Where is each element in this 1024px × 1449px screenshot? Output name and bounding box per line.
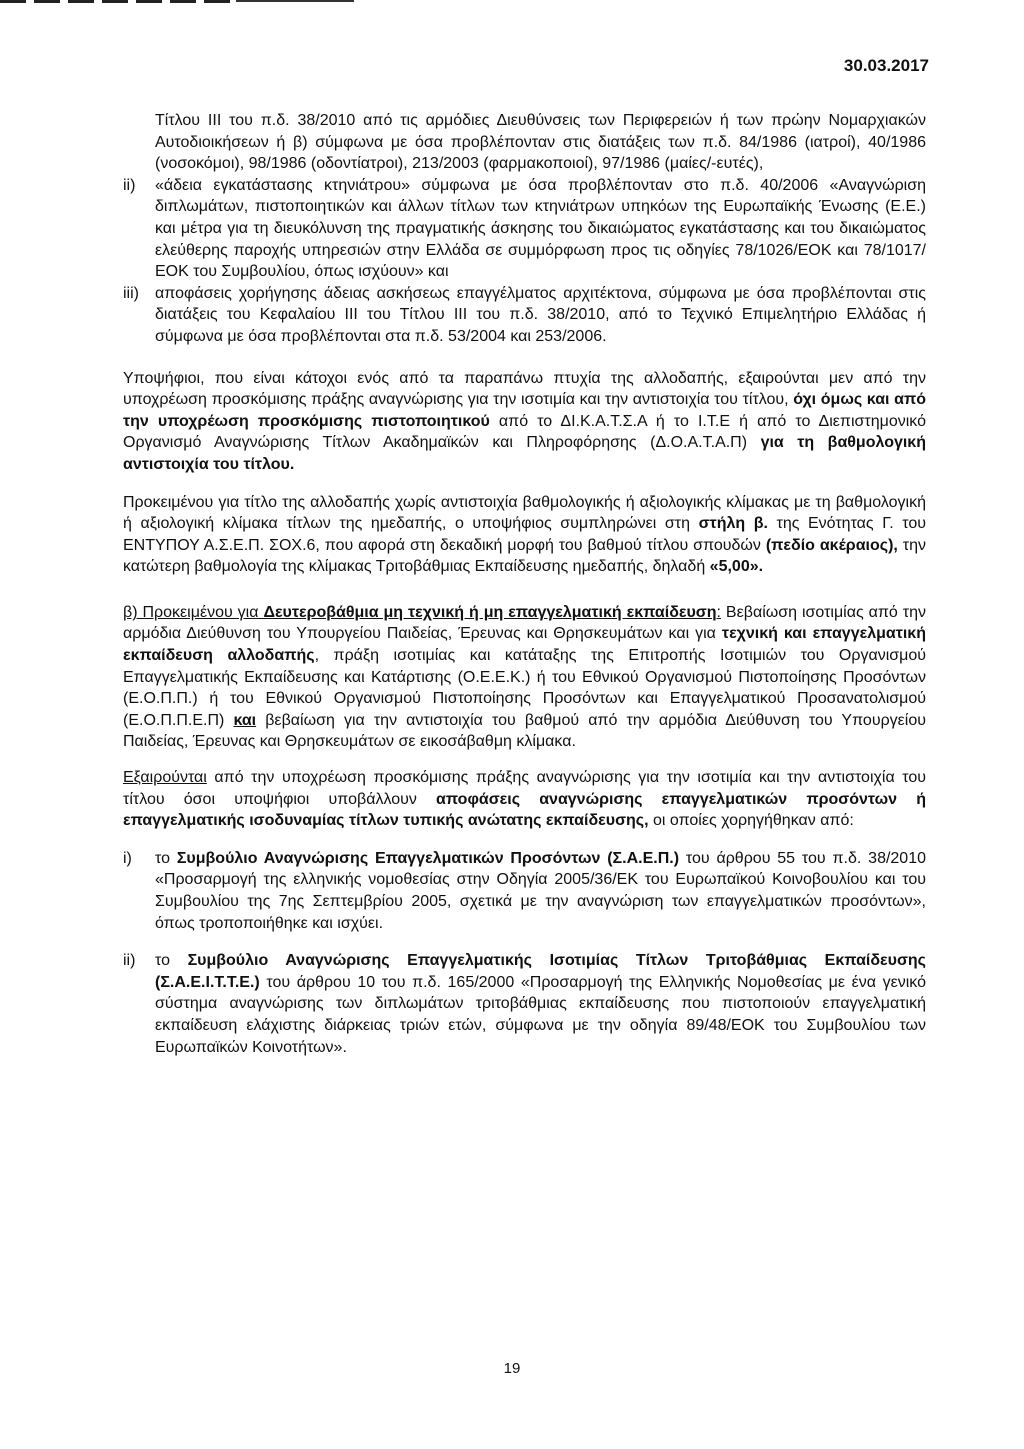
text-run: το — [155, 849, 177, 867]
underlined-run: β) Προκειμένου για — [123, 603, 264, 621]
paragraph-exempted — [123, 767, 926, 832]
text-run: βεβαίωση για την αντιστοιχία του βαθμού από την αρμόδια Διεύθυνση του Υπουργείου Παιδείας, Έρευνας και Θρησκευμάτων σε εικοσάβαθμη κλίμακα. — [123, 711, 927, 751]
list-number: iii) — [123, 284, 139, 302]
paragraph-continuation — [123, 110, 926, 175]
paragraph-foreign-title-scale — [123, 492, 926, 578]
bold-run: στήλη β. — [698, 515, 768, 533]
bold-run: (πεδίο ακέραιος), — [765, 536, 898, 554]
text-run: του άρθρου 10 του π.δ. 165/2000 «Προσαρμογή της Ελληνικής Νομοθεσίας με ένα γενικό σύστημα αναγνώρισης των διπλωμάτων τριτοβάθμιας εκπαίδευσης που πιστοποιούν επαγγελματική εκπαίδευση ελάχιστης διάρκειας τριών ετών, σύμφωνα με την οδηγία 89/48/ΕΟΚ του Συμβουλίου των Ευρωπαϊκών Κοινοτήτων». — [155, 973, 926, 1056]
scan-artifact-top-2 — [236, 0, 354, 2]
list-text: αποφάσεις χορήγησης άδειας ασκήσεως επαγγέλματος αρχιτέκτονα, σύμφωνα με όσα προβλέπονται στις διατάξεις του Κεφαλαίου III του Τίτλου III του π.δ. 38/2010, από το Τεχνικό Επιμελητήριο Ελλάδας ή σύμφωνα με όσα προβλέπονται στα π.δ. 53/2004 και 253/2006. — [155, 284, 926, 345]
list-item-text — [155, 283, 926, 348]
list-text: «άδεια εγκατάστασης κτηνιάτρου» σύμφωνα με όσα προβλέπονταν στο π.δ. 40/2006 «Αναγνώριση διπλωμάτων, πιστοποιητικών και άλλων τίτλων των κτηνιάτρων υπηκόων της Ευρωπαϊκής Ένωσης (Ε.Ε.) και μέτρα για τη διευκόλυνση της πραγματικής άσκησης του δικαιώματος εγκατάστασης και του δικαιώματος ελεύθερης παροχής υπηρεσιών στην Ελλάδα σε συμμόρφωση προς τις οδηγίες 78/1026/ΕΟΚ και 78/1017/ΕΟΚ του Συμβουλίου, όπως ισχύουν» και — [155, 176, 926, 281]
bold-run: τεχνική και επαγγελματική εκπαίδευση αλλοδαπής — [123, 625, 926, 665]
text-run: , πράξη ισοτιμίας και κατάταξης της Επιτροπής Ισοτιμιών του Οργανισμού Επαγγελματικής Εκπαίδευσης και Κατάρτισης (Ο.Ε.Ε.Κ.) ή του Εθνικού Οργανισμού Πιστοποίησης Προσόντων (Ε.Ο.Π.Π.) ή του Εθνικού Οργανισμού Πιστοποίησης Προσόντων και Επαγγελματικού Προσανατολισμού (Ε.Ο.Π.Π.Ε.Π) — [123, 647, 926, 729]
bold-run: «5,00». — [709, 558, 764, 576]
text-run: την κατώτερη βαθμολογία της κλίμακας Τριτοβάθμιας Εκπαίδευσης ημεδαπής, δηλαδή — [123, 536, 927, 576]
list-item-ii — [123, 175, 926, 283]
underlined-run: : — [716, 603, 721, 621]
underlined-run: Εξαιρούνται — [123, 769, 207, 787]
text-run: από την υποχρέωση προσκόμισης πράξης αναγνώρισης για την ισοτιμία και την αντιστοιχία του τίτλου όσοι υποψήφιοι υποβάλλουν — [123, 769, 926, 808]
list-item-text — [155, 848, 926, 934]
document-body — [123, 110, 926, 1058]
list-item-iii — [123, 283, 926, 348]
bold-run: Συμβούλιο Αναγνώρισης Επαγγελματικής Ισοτιμίας Τίτλων Τριτοβάθμιας Εκπαίδευσης (Σ.Α.Ε.Ι.Τ.Τ.Ε.) — [155, 952, 926, 991]
text-run: το — [155, 952, 188, 970]
text-run: οι οποίες χορηγήθηκαν από: — [648, 812, 854, 830]
text-run: Βεβαίωση ισοτιμίας από την αρμόδια Διεύθυνση του Υπουργείου Παιδείας, Έρευνας και Θρησκευμάτων και για — [123, 603, 926, 643]
scan-artifact-top — [0, 0, 230, 3]
text-run: της Ενότητας Γ. του ΕΝΤΥΠΟΥ Α.Σ.Ε.Π. ΣΟΧ.6, που αφορά στη δεκαδική μορφή του βαθμού τίτλου σπουδών — [123, 515, 927, 554]
paragraph-secondary-education — [123, 602, 926, 753]
list-number: ii) — [123, 176, 136, 194]
bold-run: αποφάσεις αναγνώρισης επαγγελματικών προσόντων ή επαγγελματικής ισοδυναμίας τίτλων τυπικής ανώτατης εκπαίδευσης, — [123, 790, 926, 830]
text-run: Υποψήφιοι, που είναι κάτοχοι ενός από τα παραπάνω πτυχία της αλλοδαπής, εξαιρούνται μεν από την υποχρέωση προσκόμισης πράξης αναγνώρισης για την ισοτιμία και την αντιστοιχία του τίτλου, — [123, 369, 926, 409]
page-number: 19 — [503, 1360, 521, 1377]
list-item-text — [155, 175, 926, 283]
text-run: Προκειμένου για τίτλο της αλλοδαπής χωρίς αντιστοιχία βαθμολογικής ή αξιολογικής κλίμακας με τη βαθμολογική ή αξιολογική κλίμακα τίτλων της ημεδαπής, ο υποψήφιος συμπληρώνει στη — [123, 493, 926, 533]
bold-run: για τη βαθμολογική αντιστοιχία του τίτλου. — [123, 434, 927, 473]
list-item-i — [123, 848, 926, 934]
bold-run: όχι όμως και από την υποχρέωση προσκόμισης πιστοποιητικού — [123, 391, 926, 430]
list-number: i) — [123, 849, 132, 867]
paragraph-text: Τίτλου III του π.δ. 38/2010 από τις αρμόδιες Διευθύνσεις των Περιφερειών ή των πρώην Νομαρχιακών Αυτοδιοικήσεων ή β) σύμφωνα με όσα προβλέπονταν στις διατάξεις των π.δ. 84/1986 (ιατροί), 40/1986 (νοσοκόμοι), 98/1986 (οδοντίατροι), 213/2003 (φαρμακοποιοί), 97/1986 (μαίες/-ευτές), — [155, 112, 926, 173]
paragraph-candidates-exemption — [123, 368, 926, 476]
bold-underlined-run: Δευτεροβάθμια μη τεχνική ή μη επαγγελματική εκπαίδευση — [263, 603, 717, 621]
text-run: του άρθρου 55 του π.δ. 38/2010 «Προσαρμογή της ελληνικής νομοθεσίας στην Οδηγία 2005/36/ΕΚ του Ευρωπαϊκού Κοινοβουλίου και του Συμβουλίου της 7ης Σεπτεμβρίου 2005, σχετικά με την αναγνώριση των επαγγελματικών προσόντων», όπως τροποποιήθηκε και ισχύει. — [155, 849, 926, 932]
list-number: ii) — [123, 952, 136, 970]
text-run: από το ΔΙ.Κ.Α.Τ.Σ.Α ή το Ι.Τ.Ε ή από το Διεπιστημονικό Οργανισμό Αναγνώρισης Τίτλων Ακαδημαϊκών και Πληροφόρησης (Δ.Ο.Α.Τ.Α.Π) — [123, 412, 926, 452]
bold-run: Συμβούλιο Αναγνώρισης Επαγγελματικών Προσόντων (Σ.Α.Ε.Π.) — [176, 849, 680, 867]
bold-underlined-run: και — [233, 711, 257, 729]
list-item-ii-council — [123, 950, 926, 1058]
list-item-text — [155, 950, 926, 1058]
document-date: 30.03.2017 — [843, 56, 929, 75]
